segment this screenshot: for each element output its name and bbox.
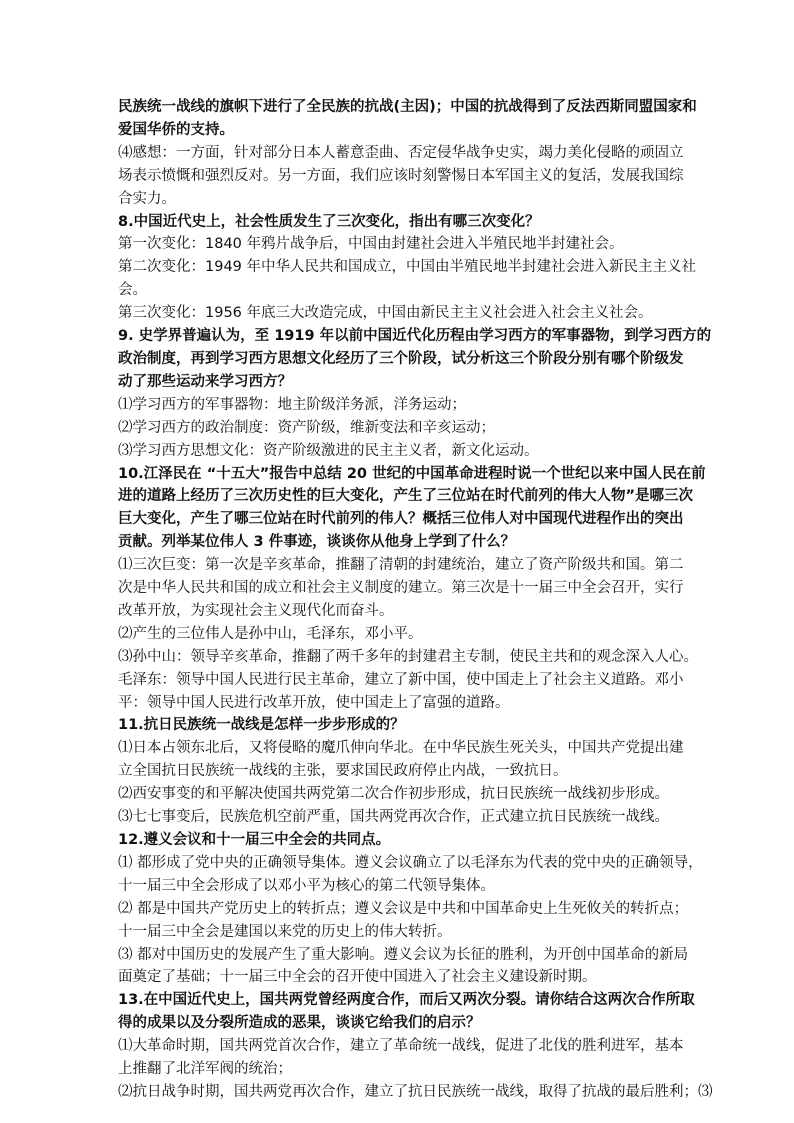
text-line: ⑵学习西方的政治制度：资产阶级，维新变法和辛亥运动； bbox=[118, 419, 495, 436]
text-line: ⑴ 都形成了党中央的正确领导集体。遵义会议确立了以毛泽东为代表的党中央的正确领导， bbox=[118, 854, 703, 871]
text-line: 10.江泽民在 “十五大”报告中总结 20 世纪的中国革命进程时说一个世纪以来中国人民在前 bbox=[118, 465, 706, 482]
text-line: 政治制度，再到学习西方思想文化经历了三个阶段，试分析这三个阶段分别有哪个阶级发 bbox=[118, 350, 684, 367]
text-line: 面奠定了基础；十一届三中全会的召开使中国进入了社会主义建设新时期。 bbox=[118, 969, 597, 986]
document-text bbox=[118, 96, 734, 1104]
text-line: 平：领导中国人民进行改革开放，使中国走上了富强的道路。 bbox=[118, 694, 510, 711]
text-line: ⑵产生的三位伟人是孙中山，毛泽东，邓小平。 bbox=[118, 625, 423, 642]
text-line: ⑷感想：一方面，针对部分日本人蓄意歪曲、否定侵华战争史实，竭力美化侵略的顽固立 bbox=[118, 144, 684, 161]
text-line: 11.抗日民族统一战线是怎样一步步形成的？ bbox=[118, 717, 405, 734]
text-line: ⑴日本占领东北后，又将侵略的魔爪伸向华北。在中华民族生死关头，中国共产党提出建 bbox=[118, 740, 684, 757]
text-line: 8.中国近代史上，社会性质发生了三次变化，指出有哪三次变化？ bbox=[118, 213, 540, 230]
text-line: 爱国华侨的支持。 bbox=[118, 121, 234, 138]
text-line: ⑶七七事变后，民族危机空前严重，国共两党再次合作，正式建立抗日民族统一战线。 bbox=[118, 809, 669, 826]
text-line: ⑴学习西方的军事器物：地主阶级洋务派，洋务运动； bbox=[118, 396, 466, 413]
text-line: 9. 史学界普遍认为，至 1919 年以前中国近代化历程由学习西方的军事器物，到学习西方的 bbox=[118, 328, 712, 345]
text-line: ⑴三次巨变：第一次是辛亥革命，推翻了清朝的封建统治，建立了资产阶级共和国。第二 bbox=[118, 557, 684, 574]
text-line: 会。 bbox=[118, 282, 147, 299]
text-line: 毛泽东：领导中国人民进行民主革命，建立了新中国，使中国走上了社会主义道路。邓小 bbox=[118, 671, 684, 688]
text-line: ⑵ 都是中国共产党历史上的转折点；遵义会议是中共和中国革命史上生死攸关的转折点； bbox=[118, 900, 689, 917]
text-line: 12.遵义会议和十一届三中全会的共同点。 bbox=[118, 832, 391, 848]
text-line: 得的成果以及分裂所造成的恶果，谈谈它给我们的启示？ bbox=[118, 1015, 481, 1032]
text-line: 上推翻了北洋军阀的统治； bbox=[118, 1061, 292, 1078]
text-line: ⑶孙中山：领导辛亥革命，推翻了两千多年的封建君主专制，使民主共和的观念深入人心。 bbox=[118, 648, 698, 665]
text-line: 民族统一战线的旗帜下进行了全民族的抗战(主因)；中国的抗战得到了反法西斯同盟国家和 bbox=[118, 99, 697, 115]
text-line: 次是中华人民共和国的成立和社会主义制度的建立。第三次是十一届三中全会召开，实行 bbox=[118, 580, 684, 597]
text-line: 立全国抗日民族统一战线的主张，要求国民政府停止内战，一致抗日。 bbox=[118, 763, 568, 780]
text-line: 改革开放，为实现社会主义现代化而奋斗。 bbox=[118, 602, 394, 619]
text-line: 进的道路上经历了三次历史性的巨大变化，产生了三位站在时代前列的伟大人物”是哪三次 bbox=[118, 488, 694, 505]
text-line: 13.在中国近代史上，国共两党曾经两度合作，而后又两次分裂。请你结合这两次合作所取 bbox=[118, 992, 695, 1009]
text-line: 十一届三中全会是建国以来党的历史上的伟大转折。 bbox=[118, 923, 452, 940]
text-line: ⑵西安事变的和平解决使国共两党第二次合作初步形成，抗日民族统一战线初步形成。 bbox=[118, 786, 669, 803]
text-line: 动了那些运动来学习西方？ bbox=[118, 373, 292, 390]
text-line: ⑵抗日战争时期，国共两党再次合作，建立了抗日民族统一战线，取得了抗战的最后胜利；⑶ bbox=[118, 1083, 713, 1100]
text-line: 第二次变化：1949 年中华人民共和国成立，中国由半殖民地半封建社会进入新民主主义社 bbox=[118, 259, 697, 276]
text-line: 第一次变化：1840 年鸦片战争后，中国由封建社会进入半殖民地半封建社会。 bbox=[118, 236, 624, 253]
text-line: 巨大变化，产生了哪三位站在时代前列的伟人？概括三位伟人对中国现代进程作出的突出 bbox=[118, 511, 684, 528]
text-line: 合实力。 bbox=[118, 190, 176, 207]
text-line: ⑶学习西方思想文化：资产阶级激进的民主主义者，新文化运动。 bbox=[118, 442, 539, 459]
text-line: 第三次变化：1956 年底三大改造完成，中国由新民主主义社会进入社会主义社会。 bbox=[118, 305, 653, 322]
text-line: 十一届三中全会形成了以邓小平为核心的第二代领导集体。 bbox=[118, 877, 495, 894]
text-line: ⑴大革命时期，国共两党首次合作，建立了革命统一战线，促进了北伐的胜利进军，基本 bbox=[118, 1038, 684, 1055]
text-line: 贡献。列举某位伟人 3 件事迹，谈谈你从他身上学到了什么？ bbox=[118, 534, 516, 551]
text-line: ⑶ 都对中国历史的发展产生了重大影响。遵义会议为长征的胜利，为开创中国革命的新局 bbox=[118, 946, 689, 963]
text-line: 场表示愤慨和强烈反对。另一方面，我们应该时刻警惕日本军国主义的复活，发展我国综 bbox=[118, 167, 684, 184]
